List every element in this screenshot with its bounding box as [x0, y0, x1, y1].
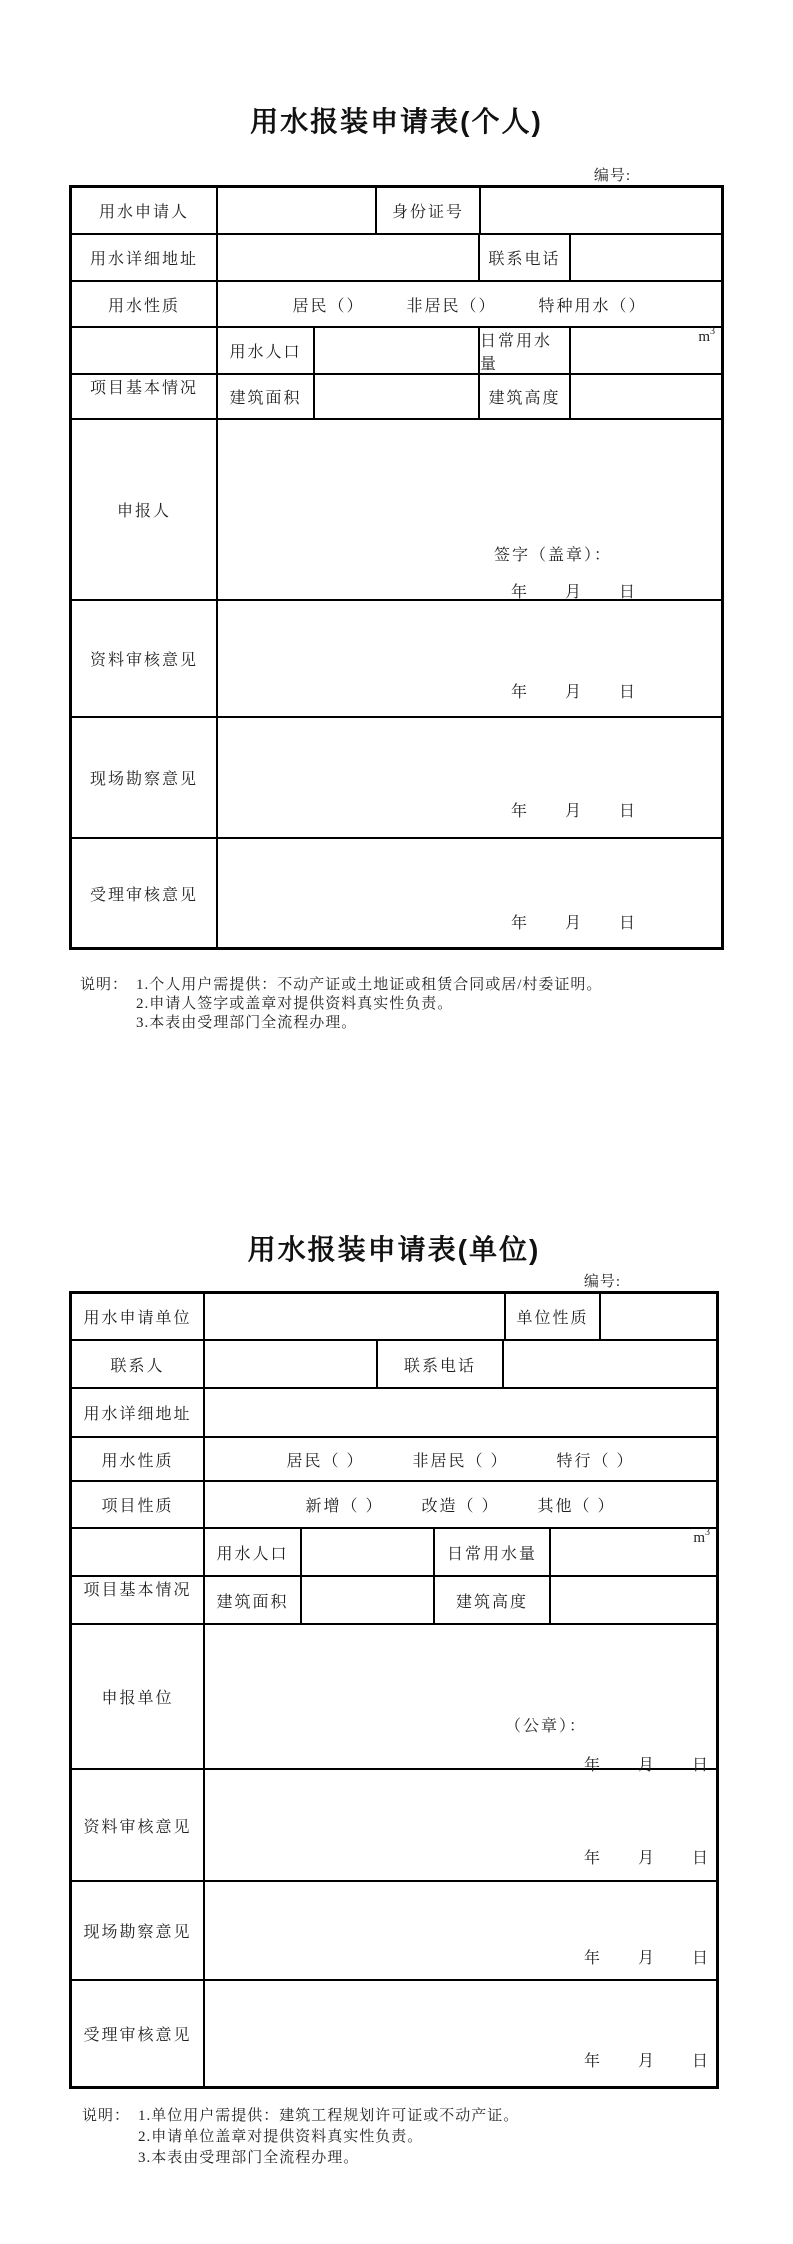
unit-m3: $m^3$: [693, 1527, 710, 1546]
unit-building-height-blank-cell: [551, 1577, 716, 1623]
note-line-3: 3.本表由受理部门全流程办理。: [136, 1015, 358, 1031]
address-blank-cell: [218, 235, 480, 280]
note-line-2: 2.申请单位盖章对提供资料真实性负责。: [138, 2129, 424, 2145]
unit-daily-usage-label: 日常用水量: [435, 1529, 551, 1575]
phone-label: 联系电话: [480, 235, 571, 280]
option-other: 其他（ ）: [537, 1498, 616, 1515]
acceptance-label: 受理审核意见: [72, 839, 218, 947]
project-basic-label: 项目基本情况: [72, 328, 218, 373]
unit-daily-usage-blank-cell: [551, 1529, 716, 1575]
doc-review-label: 资料审核意见: [72, 601, 218, 716]
row-project-nature: [72, 1482, 716, 1529]
row-unit-address: [72, 1389, 716, 1438]
site-survey-label: 现场勘察意见: [72, 718, 218, 837]
row-site-survey: [72, 718, 721, 839]
form-individual-serial-label: 编号:: [593, 168, 631, 184]
population-blank-cell: [315, 328, 480, 373]
row-unit-doc-review: [72, 1770, 716, 1882]
applicant-unit-blank-cell: [205, 1294, 506, 1339]
form-individual-notes: [80, 976, 700, 1033]
unit-phone-label: 联系电话: [378, 1341, 504, 1387]
option-resident: 居民（ ）: [286, 1452, 365, 1470]
address-label: 用水详细地址: [72, 235, 218, 280]
id-number-label: 身份证号: [377, 188, 481, 233]
option-special-water: 特种用水（）: [538, 297, 647, 315]
declarant-unit-label: 申报单位: [72, 1625, 205, 1768]
unit-building-area-label: 建筑面积: [205, 1577, 302, 1623]
row-applicant: [72, 188, 721, 235]
contact-label: 联系人: [72, 1341, 205, 1387]
contact-blank-cell: [205, 1341, 378, 1387]
project-nature-options: [205, 1482, 716, 1527]
site-survey-area: [218, 718, 721, 837]
unit-doc-review-area: [205, 1770, 716, 1880]
daily-usage-blank-cell: [571, 328, 721, 373]
declarant-unit-date-line: 年 月 日: [583, 1757, 710, 1774]
option-special-trade: 特行（ ）: [556, 1452, 635, 1470]
option-non-resident: 非居民（ ）: [412, 1452, 509, 1470]
building-area-blank-cell: [315, 375, 480, 418]
notes-prefix: 说明：: [80, 977, 129, 993]
form-unit-notes: [82, 2106, 702, 2169]
site-survey-date-line: 年 月 日: [510, 803, 637, 820]
row-project-basic-1: [72, 326, 721, 397]
unit-doc-review-date-line: 年 月 日: [583, 1850, 710, 1867]
declarant-date-line: 年 月 日: [510, 584, 637, 601]
acceptance-area: [218, 839, 721, 947]
row-contact: [72, 1341, 716, 1389]
id-number-blank-cell: [481, 188, 721, 233]
note-line-1: 1.单位用户需提供：建筑工程规划许可证或不动产证。: [138, 2108, 520, 2124]
unit-building-height-label: 建筑高度: [435, 1577, 551, 1623]
applicant-blank-cell: [218, 188, 377, 233]
doc-review-date-line: 年 月 日: [510, 684, 637, 701]
official-seal-label: （公章）：: [505, 1718, 588, 1735]
row-doc-review: [72, 601, 721, 718]
daily-usage-label: 日常用水量: [480, 328, 571, 373]
unit-site-survey-date-line: 年 月 日: [583, 1950, 710, 1967]
row-water-nature: [72, 282, 721, 328]
form-individual-title: 用水报装申请表(个人): [250, 106, 543, 137]
form-individual-table: [69, 185, 724, 950]
unit-acceptance-area: [205, 1981, 716, 2086]
acceptance-date-line: 年 月 日: [510, 915, 637, 932]
unit-project-basic-label: 项目基本情况: [72, 1529, 205, 1575]
form-unit-table: [69, 1291, 719, 2089]
unit-acceptance-label: 受理审核意见: [72, 1981, 205, 2086]
unit-nature-label: 单位性质: [506, 1294, 601, 1339]
phone-blank-cell: [571, 235, 721, 280]
unit-address-label: 用水详细地址: [72, 1389, 205, 1436]
row-declarant-unit: [72, 1625, 716, 1774]
declarant-unit-seal-area: [205, 1625, 716, 1774]
unit-site-survey-label: 现场勘察意见: [72, 1882, 205, 1979]
water-nature-options: [218, 282, 721, 326]
row-acceptance-review: [72, 839, 721, 947]
option-non-resident: 非居民（）: [406, 297, 497, 315]
row-declarant: [72, 420, 721, 601]
row-applicant-unit: [72, 1294, 716, 1341]
population-label: 用水人口: [218, 328, 315, 373]
applicant-label: 用水申请人: [72, 188, 218, 233]
doc-review-area: [218, 601, 721, 716]
row-unit-water-nature: [72, 1438, 716, 1482]
notes-prefix: 说明：: [82, 2108, 131, 2124]
unit-address-blank-cell: [205, 1389, 716, 1436]
note-line-3: 3.本表由受理部门全流程办理。: [138, 2150, 360, 2166]
form-unit-title: 用水报装申请表(单位): [247, 1234, 541, 1265]
unit-building-area-blank-cell: [302, 1577, 435, 1623]
note-line-2: 2.申请人签字或盖章对提供资料真实性负责。: [136, 996, 454, 1012]
declarant-label: 申报人: [72, 420, 218, 599]
row-unit-acceptance-review: [72, 1981, 716, 2086]
unit-m3: $m^3$: [698, 326, 715, 345]
applicant-unit-label: 用水申请单位: [72, 1294, 205, 1339]
building-height-blank-cell: [571, 375, 721, 418]
row-address: [72, 235, 721, 282]
option-resident: 居民（）: [292, 297, 365, 315]
unit-population-blank-cell: [302, 1529, 435, 1575]
option-new: 新增（ ）: [305, 1498, 384, 1515]
form-unit-serial-label: 编号:: [583, 1274, 621, 1290]
building-height-label: 建筑高度: [480, 375, 571, 418]
building-area-label: 建筑面积: [218, 375, 315, 418]
unit-doc-review-label: 资料审核意见: [72, 1770, 205, 1880]
row-unit-project-basic-1: [72, 1527, 716, 1599]
project-nature-label: 项目性质: [72, 1482, 205, 1527]
unit-water-nature-label: 用水性质: [72, 1438, 205, 1480]
unit-population-label: 用水人口: [205, 1529, 302, 1575]
unit-acceptance-date-line: 年 月 日: [583, 2053, 710, 2070]
unit-water-nature-options: [205, 1438, 716, 1480]
unit-site-survey-area: [205, 1882, 716, 1979]
option-renovation: 改造（ ）: [421, 1498, 500, 1515]
declarant-sign-area: [218, 420, 721, 599]
unit-phone-blank-cell: [504, 1341, 716, 1387]
unit-nature-blank-cell: [601, 1294, 716, 1339]
sign-seal-label: 签字（盖章）：: [494, 547, 613, 564]
water-nature-label: 用水性质: [72, 282, 218, 326]
note-line-1: 1.个人用户需提供：不动产证或土地证或租赁合同或居/村委证明。: [136, 977, 603, 993]
row-unit-site-survey: [72, 1882, 716, 1981]
